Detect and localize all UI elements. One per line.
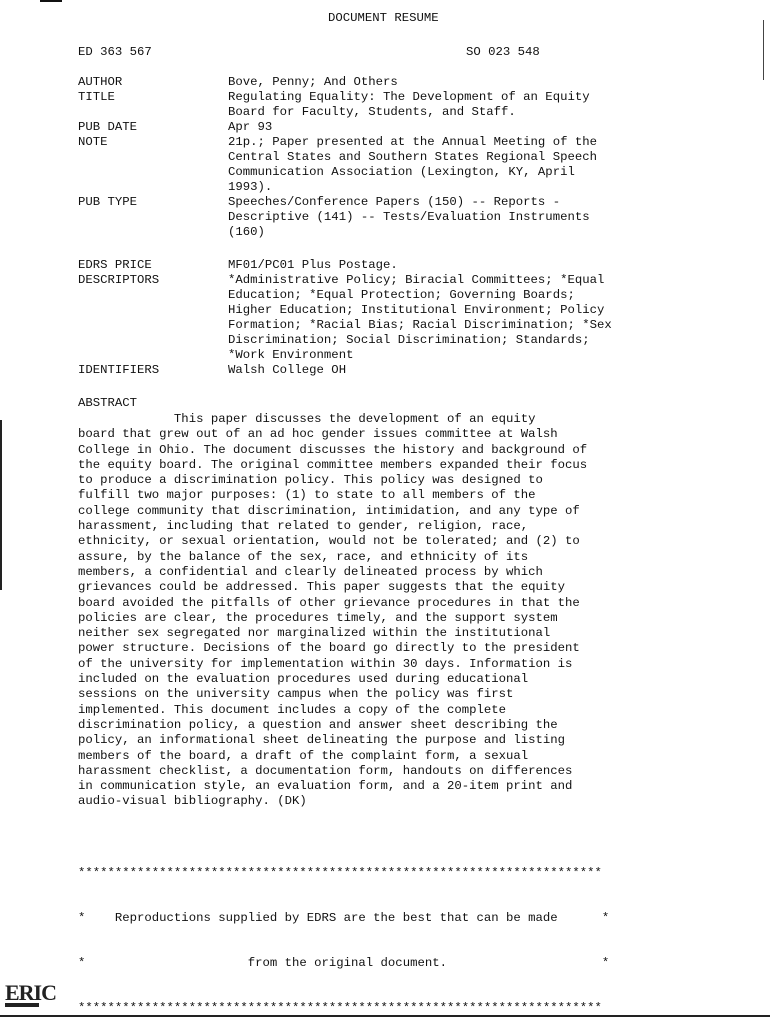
field-value-line: Formation; *Racial Bias; Racial Discrimination; *Sex bbox=[228, 318, 612, 332]
field-value-line: 21p.; Paper presented at the Annual Meeting of the bbox=[228, 135, 597, 149]
field-value-line: Communication Association (Lexington, KY, April bbox=[228, 165, 575, 179]
page-bottom-edge bbox=[0, 1015, 770, 1017]
field-value-line: Board for Faculty, Students, and Staff. bbox=[228, 105, 516, 119]
field-value-line: Higher Education; Institutional Environment; Policy bbox=[228, 303, 605, 317]
abstract-line: grievances could be addressed. This paper suggests that the equity bbox=[78, 580, 566, 595]
field-value-line: *Work Environment bbox=[228, 348, 354, 362]
scan-mark bbox=[40, 0, 62, 2]
abstract-line: policy, an informational sheet delineating the purpose and listing bbox=[78, 733, 566, 748]
field-label: TITLE bbox=[78, 90, 115, 104]
field-value-line: 1993). bbox=[228, 180, 273, 194]
stars-bottom: *********************************************************************** bbox=[78, 1001, 602, 1015]
abstract-line: included on the evaluation procedures used during educational bbox=[78, 672, 529, 687]
field-value-line: Education; *Equal Protection; Governing Boards; bbox=[228, 288, 575, 302]
notice-line-2: * from the original document. * bbox=[78, 956, 610, 970]
field-label: AUTHOR bbox=[78, 75, 123, 89]
reproduction-notice bbox=[78, 836, 609, 1031]
field-label: PUB TYPE bbox=[78, 195, 138, 209]
abstract-line: power structure. Decisions of the board go directly to the president bbox=[78, 641, 580, 656]
abstract-line: This paper discusses the development of an equity bbox=[78, 412, 536, 426]
ed-number: ED 363 567 bbox=[78, 45, 152, 59]
abstract-line: assure, by the balance of the sex, race, and ethnicity of its bbox=[78, 549, 529, 564]
abstract-line: board avoided the pitfalls of other grievance procedures in that the bbox=[78, 595, 580, 610]
abstract-line: in communication style, an evaluation form, and a 20-item print and bbox=[78, 779, 573, 794]
abstract-line: harassment checklist, a documentation form, handouts on differences bbox=[78, 763, 573, 778]
so-number: SO 023 548 bbox=[466, 45, 540, 59]
abstract-line: sessions on the university campus when the policy was first bbox=[78, 687, 514, 702]
abstract-line: members of the board, a draft of the complaint form, a sexual bbox=[78, 748, 529, 763]
field-value bbox=[228, 75, 398, 90]
field-label: PUB DATE bbox=[78, 120, 138, 134]
field-value-line: *Administrative Policy; Biracial Committees; *Equal bbox=[228, 273, 605, 287]
stars-top: *********************************************************************** bbox=[78, 866, 602, 880]
field-value-line: MF01/PC01 Plus Postage. bbox=[228, 258, 398, 272]
abstract-line: ethnicity, or sexual orientation, would not be tolerated; and (2) to bbox=[78, 534, 580, 549]
field-value-line: Apr 93 bbox=[228, 120, 273, 134]
field-value-line: Bove, Penny; And Others bbox=[228, 75, 398, 89]
abstract-line: College in Ohio. The document discusses the history and background of bbox=[78, 442, 588, 457]
abstract-line: college community that discrimination, intimidation, and any type of bbox=[78, 503, 580, 518]
abstract-label: ABSTRACT bbox=[78, 396, 138, 410]
abstract-body bbox=[78, 412, 587, 810]
field-label: IDENTIFIERS bbox=[78, 363, 160, 377]
scan-edge bbox=[0, 420, 2, 590]
abstract-line: harassment, including that related to gender, religion, race, bbox=[78, 519, 529, 534]
abstract-line: neither sex segregated nor marginalized within the institutional bbox=[78, 626, 551, 641]
abstract-line: audio-visual bibliography. (DK) bbox=[78, 794, 307, 809]
field-value bbox=[228, 120, 272, 135]
abstract-line: the equity board. The original committee members expanded their focus bbox=[78, 457, 588, 472]
field-value bbox=[228, 135, 597, 195]
abstract-line: of the university for implementation within 30 days. Information is bbox=[78, 656, 573, 671]
abstract-line: discrimination policy, a question and answer sheet describing the bbox=[78, 717, 558, 732]
field-value-line: Walsh College OH bbox=[228, 363, 347, 377]
field-value bbox=[228, 363, 346, 378]
field-label: EDRS PRICE bbox=[78, 258, 152, 272]
field-label: DESCRIPTORS bbox=[78, 273, 160, 287]
field-value bbox=[228, 90, 590, 120]
field-value-line: Discrimination; Social Discrimination; Standards; bbox=[228, 333, 590, 347]
notice-line-1: * Reproductions supplied by EDRS are the best that can be made * bbox=[78, 911, 610, 925]
abstract-line: to produce a discrimination policy. This policy was designed to bbox=[78, 473, 543, 488]
abstract-line: fulfill two major purposes: (1) to state to all members of the bbox=[78, 488, 536, 503]
field-value bbox=[228, 195, 590, 240]
abstract-line: policies are clear, the procedures timely, and the support system bbox=[78, 610, 558, 625]
abstract-line: board that grew out of an ad hoc gender issues committee at Walsh bbox=[78, 427, 558, 442]
field-value bbox=[228, 273, 612, 363]
field-label: NOTE bbox=[78, 135, 108, 149]
field-value-line: (160) bbox=[228, 225, 265, 239]
field-value-line: Descriptive (141) -- Tests/Evaluation Instruments bbox=[228, 210, 590, 224]
eric-logo: ERIC bbox=[5, 980, 57, 1005]
document-title: DOCUMENT RESUME bbox=[328, 11, 439, 25]
field-value bbox=[228, 258, 398, 273]
scan-edge-right bbox=[763, 20, 764, 80]
field-value-line: Central States and Southern States Regional Speech bbox=[228, 150, 597, 164]
field-value-line: Regulating Equality: The Development of an Equity bbox=[228, 90, 590, 104]
field-value-line: Speeches/Conference Papers (150) -- Reports - bbox=[228, 195, 561, 209]
abstract-line: members, a confidential and clearly delineated process by which bbox=[78, 564, 543, 579]
abstract-line: implemented. This document includes a copy of the complete bbox=[78, 702, 507, 717]
